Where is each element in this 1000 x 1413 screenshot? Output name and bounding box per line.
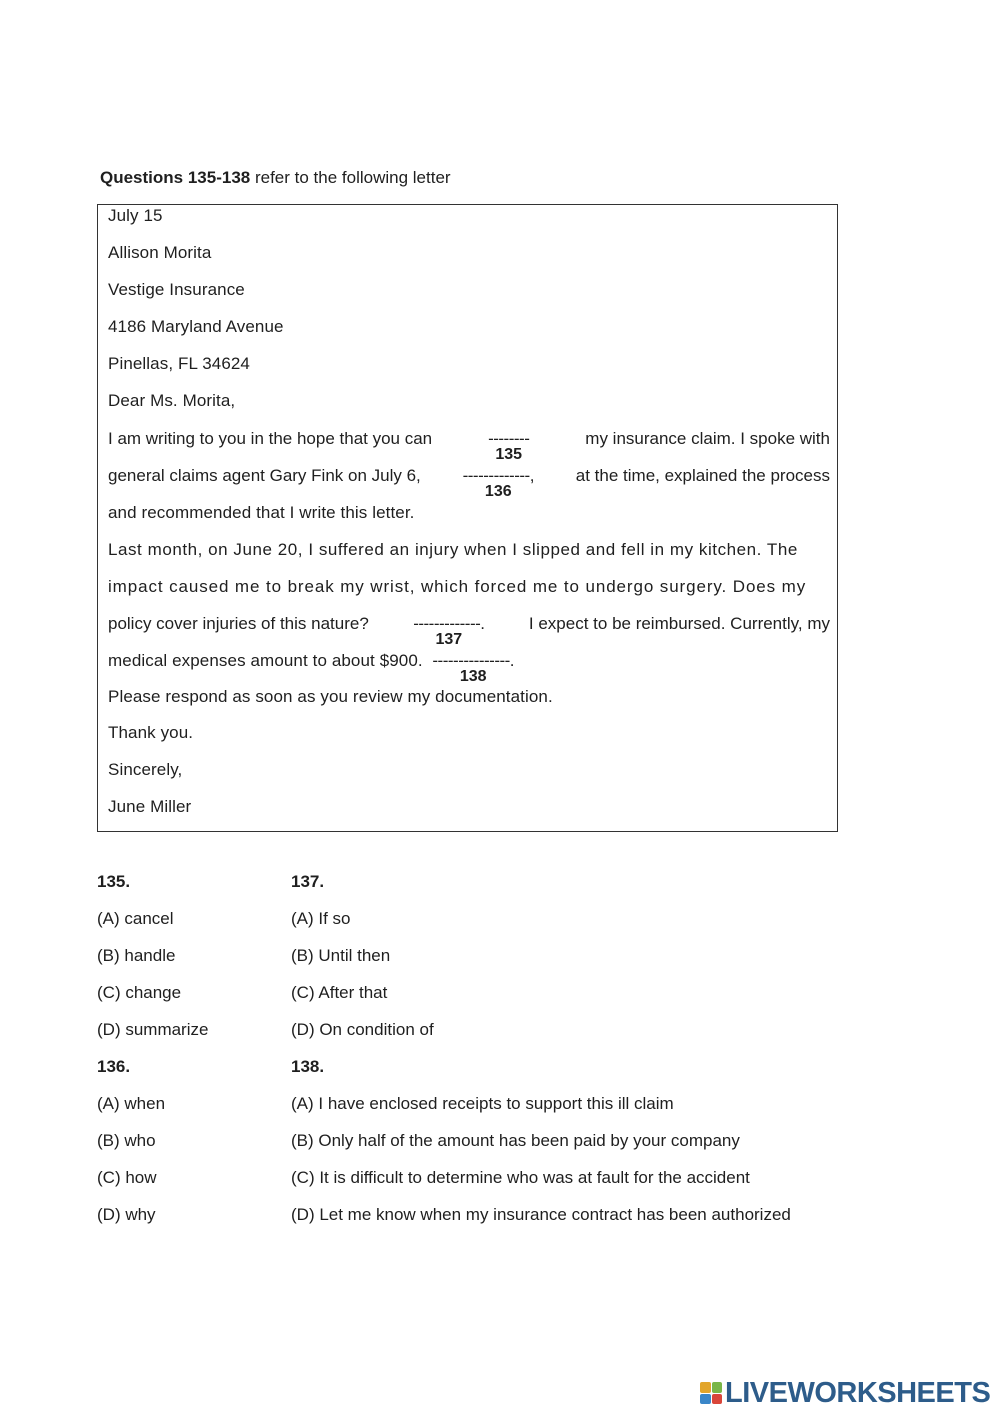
question-136-number: 136. [97, 1057, 131, 1076]
letter-p1-line1 [108, 429, 830, 463]
text-segment: at the time, explained the process [575, 466, 830, 485]
blank-dashes: -------------. [413, 614, 485, 633]
instructions [100, 168, 451, 188]
blank-number: 135 [495, 446, 523, 463]
letter-p2-line2 [108, 577, 830, 597]
letter-thanks: Thank you. [108, 723, 194, 742]
q137-option-b[interactable]: (B) Until then [291, 946, 391, 965]
blank-137[interactable] [413, 614, 485, 648]
question-135-number: 135. [97, 872, 131, 891]
liveworksheets-logo [700, 1377, 990, 1409]
q136-option-c[interactable]: (C) how [97, 1168, 157, 1187]
blank-number: 137 [435, 631, 463, 648]
text-segment: impact caused me to break my wrist, which forced me to undergo surgery. Does my [108, 577, 807, 596]
text-segment: policy cover injuries of this nature? [108, 614, 369, 633]
blank-dashes: -------------, [462, 466, 534, 485]
letter-street: 4186 Maryland Avenue [108, 317, 284, 336]
q137-option-c[interactable]: (C) After that [291, 983, 388, 1002]
letter-p1-line2 [108, 466, 830, 500]
text-segment: I am writing to you in the hope that you can [108, 429, 433, 448]
q135-option-c[interactable]: (C) change [97, 983, 182, 1002]
blank-dashes: -------- [488, 429, 530, 448]
liveworksheets-logo-text: LIVEWORKSHEETS [725, 1376, 991, 1409]
instructions-bold: Questions 135-138 [100, 168, 251, 187]
q135-option-a[interactable]: (A) cancel [97, 909, 174, 928]
q138-option-c[interactable]: (C) It is difficult to determine who was at fault for the accident [291, 1168, 750, 1187]
letter-city: Pinellas, FL 34624 [108, 354, 250, 373]
q138-option-a[interactable]: (A) I have enclosed receipts to support this ill claim [291, 1094, 674, 1113]
q138-option-b[interactable]: (B) Only half of the amount has been paid by your company [291, 1131, 740, 1150]
letter-date: July 15 [108, 206, 163, 225]
q137-option-d[interactable]: (D) On condition of [291, 1020, 434, 1039]
letter-p2-line4 [108, 651, 515, 685]
blank-138[interactable] [432, 651, 515, 685]
letter-signature: June Miller [108, 797, 192, 816]
text-segment: medical expenses amount to about $900. [108, 651, 423, 670]
letter-p2-line3 [108, 614, 830, 648]
instructions-rest: refer to the following letter [250, 168, 451, 187]
q135-option-d[interactable]: (D) summarize [97, 1020, 209, 1039]
q136-option-b[interactable]: (B) who [97, 1131, 156, 1150]
q137-option-a[interactable]: (A) If so [291, 909, 351, 928]
blank-number: 136 [484, 483, 512, 500]
text-segment: general claims agent Gary Fink on July 6, [108, 466, 421, 485]
q136-option-a[interactable]: (A) when [97, 1094, 166, 1113]
letter-p1-line3: and recommended that I write this letter. [108, 503, 415, 522]
letter-closing: Sincerely, [108, 760, 183, 779]
letter-p2-line1 [108, 540, 830, 560]
blank-dashes: ---------------. [432, 651, 515, 670]
text-segment: I expect to be reimbursed. Currently, my [528, 614, 830, 633]
blank-number: 138 [459, 668, 487, 685]
letter-p3: Please respond as soon as you review my documentation. [108, 687, 553, 706]
letter-recipient: Allison Morita [108, 243, 212, 262]
q136-option-d[interactable]: (D) why [97, 1205, 156, 1224]
q138-option-d[interactable]: (D) Let me know when my insurance contract has been authorized [291, 1205, 791, 1224]
text-segment: Last month, on June 20, I suffered an injury when I slipped and fell in my kitchen. The [108, 540, 798, 559]
liveworksheets-logo-icon [700, 1382, 722, 1404]
blank-135[interactable] [488, 429, 530, 463]
question-137-number: 137. [291, 872, 325, 891]
question-138-number: 138. [291, 1057, 325, 1076]
q135-option-b[interactable]: (B) handle [97, 946, 176, 965]
blank-136[interactable] [462, 466, 534, 500]
text-segment: my insurance claim. I spoke with [585, 429, 830, 448]
letter-company: Vestige Insurance [108, 280, 245, 299]
letter-greeting: Dear Ms. Morita, [108, 391, 236, 410]
